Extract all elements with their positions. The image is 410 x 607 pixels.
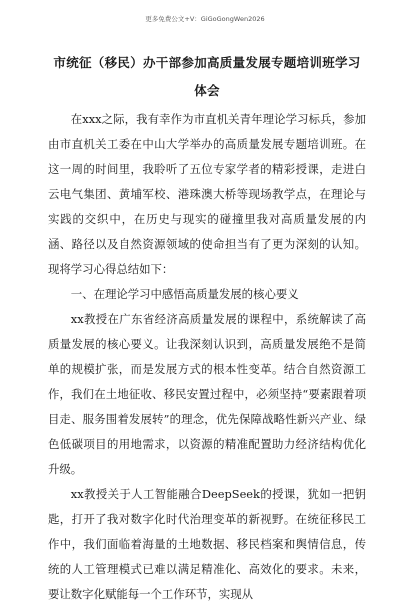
section-heading: 一、在理论学习中感悟高质量发展的核心要义: [70, 287, 299, 301]
document-body: [48, 107, 366, 607]
paragraph: xx教授在广东省经济高质量发展的课程中，系统解读了高质量发展的核心要义。让我深刻认识到，高质量发展绝不是简单的规模扩张，而是发展方式的根本性变革。结合自然资源工作，我们在土地征收、移民安置过程中，必须坚持“要素跟着项目走、服务围着发展转”的理念，优先保障战略性新兴产业、绿色低碳项目的用地需求，以资源的精准配置助力经济结构优化升级。: [48, 312, 366, 476]
document-title: 市统征（移民）办干部参加高质量发展专题培训班学习体会: [53, 55, 361, 98]
header-note: 更多免费公文+V：GiGoGongWen2026: [145, 15, 265, 23]
paragraph: 在xxx之际，我有幸作为市直机关青年理论学习标兵，参加由市直机关工委在中山大学举办的高质量发展专题培训班。在这一周的时间里，我聆听了五位专家学者的精彩授课，走进白云电气集团、黄埔军校、港珠澳大桥等现场教学点，在理论与实践的交织中，在历史与现实的碰撞里我对高质量发展的内涵、路径以及自然资源领域的使命担当有了更为深刻的认知。现将学习心得总结如下：: [48, 112, 366, 276]
paragraph: xx教授关于人工智能融合DeepSeek的授课，犹如一把钥匙，打开了我对数字化时代治理变革的新视野。在统征移民工作中，我们面临着海量的土地数据、移民档案和舆情信息，传统的人工管理模式已难以满足精准化、高效化的要求。未来，要让数字化赋能每一个工作环节，实现从: [48, 487, 366, 601]
